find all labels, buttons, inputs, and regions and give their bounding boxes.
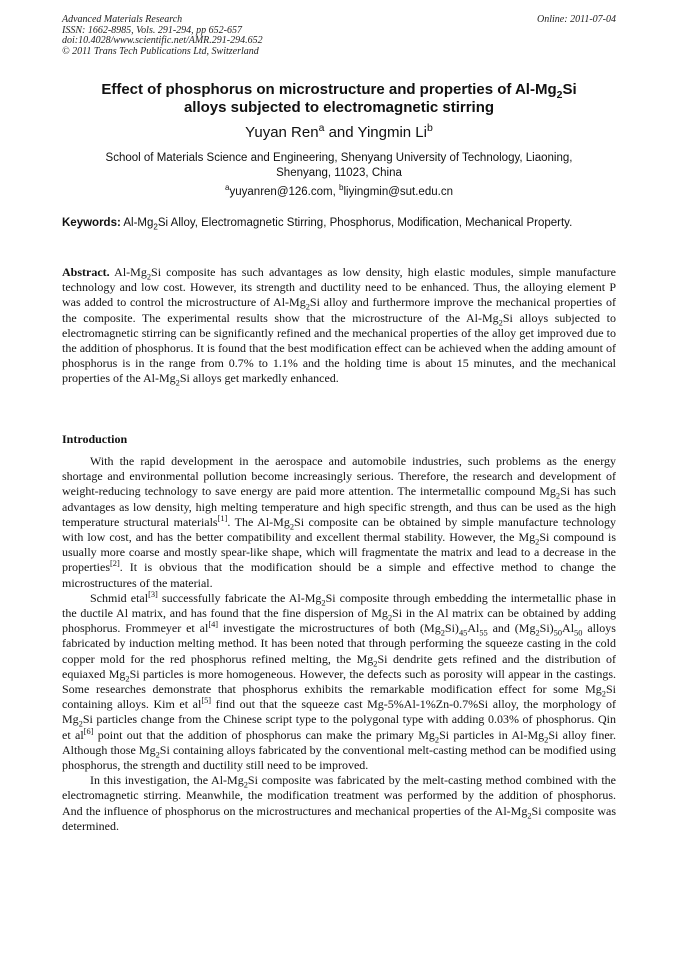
doi-line: doi:10.4028/www.scientific.net/AMR.291-294.652 xyxy=(62,35,263,46)
abstract: Abstract. $Al-Mg_2Si$ composite has such advantages as low density, high elastic modules, simple manufacture technology and low cost. However, its strength and ductility need to be enhanced. Thus, the alloying element P was added to control the microstructure of $Al-Mg_2Si$ alloy and furthermore improve the mechanical properties of the composite. The experimental results show that the microstructure of the $Al-Mg_2Si$ alloys subjected to electromagnetic stirring can be significantly refined and the mechanical properties of the alloy get improved due to the addition of phosphorus. It is found that the best modification effect can be achieved when the adding amount of phosphorus is in the range from 0.7% to 1.1% and the holding time is about 15 minutes, and the mechanical properties of the $Al-Mg_2Si$ alloys get markedly enhanced. xyxy=(62,265,617,388)
introduction-body xyxy=(62,454,616,834)
paragraph: With the rapid development in the aerospace and automobile industries, such problems as the energy shortage and environmental pollution become increasingly serious. Therefore, the research and development of weight-reducing technology to save energy are paid more attention. The intermetallic compound $Mg_2Si$ has such advantages as low density, high melting temperature and high specific strength, and thus can be used as the high temperature structural materials[1]. The $Al-Mg_2Si$ composite can be obtained by simple manufacture technology with low cost, and has the better compatibility and excellent thermal stability. However, the $Mg_2Si$ compound is usually more coarse and mostly spear-like shape, which will fragmentate the matrix and lead to a decrease in the properties[2]. It is obvious that the modification should be a simple and effective method to change the microstructures of the material. xyxy=(62,454,617,590)
copyright-line: © 2011 Trans Tech Publications Ltd, Switzerland xyxy=(62,45,259,57)
abstract-label: Abstract. xyxy=(62,265,110,279)
journal-name: Advanced Materials Research xyxy=(62,14,183,25)
keywords: Keywords: $Al-Mg_2Si$ Alloy, Electromagnetic Stirring, Phosphorus, Modification, Mechanical Property. xyxy=(62,217,573,232)
paragraph: In this investigation, the $Al-Mg_2Si$ composite was fabricated by the melt-casting method combined with the electromagnetic stirring. Meanwhile, the modification treatment was performed by the addition of phosphorus. And the influence of phosphorus on the microstructures and mechanical properties of the $Al-Mg_2Si$ composite was determined. xyxy=(62,773,616,833)
title-line-2: alloys subjected to electromagnetic stirring xyxy=(183,99,495,116)
email-a: yuyanren@126.com, xyxy=(229,186,339,198)
citation: [5] xyxy=(201,696,212,706)
citation: [2] xyxy=(109,559,120,569)
keywords-label: Keywords: xyxy=(62,217,121,229)
paragraph: Schmid etal[3] successfully fabricate the $Al-Mg_2Si$ composite through embedding the intermetallic phase in the ductile Al matrix, and has found that the fine dispersion of $Mg_2Si$ in the Al matrix can be obtained by adding phosphorus. Frommeyer et al[4] investigate the microstructures of both $(Mg_2Si)_{45}Al_{55}$ and $(Mg_2Si)_{50}Al_{50}$ alloys fabricated by induction melting method. It has been noted that through performing the squeeze casting in the cold copper mold for the red phosphorus refined melting, the $Mg_2Si$ dendrite gets refined and the distribution of equiaxed $Mg_2Si$ particles is more homogeneous. However, the defects such as porosity will appear in the castings. Some researches demonstrate that phosphorus exhibits the remarkable modification effect for some $Mg_2Si$ containing alloys. Kim et al[5] find out that the squeeze cast Mg-5%Al-1%Zn-0.7%Si alloy, the morphology of $Mg_2Si$ particles change from the Chinese script type to the polygonal type with adding 0.03% of phosphorus. Qin et al[6] point out that the addition of phosphorus can make the primary $Mg_2Si$ particles in $Al-Mg_2Si$ alloy finer. Although those $Mg_2Si$ containing alloys fabricated by the conventional melt-casting method can be modified using phosphorus, the strength and ductility still need to be improved. xyxy=(62,589,617,773)
author-1: Yuyan Ren xyxy=(245,124,319,141)
author-2: Yingmin Li xyxy=(357,124,427,141)
author-list: Yuyan Ren$^a$ and Yingmin Li$^b$ xyxy=(245,122,433,141)
section-heading-introduction: Introduction xyxy=(62,432,128,446)
citation: [4] xyxy=(208,620,219,630)
title-line-1: Effect of phosphorus on microstructure and properties of $Al-Mg_2Si$ xyxy=(101,81,577,101)
citation: [6] xyxy=(83,726,94,736)
author-emails: $^a$yuyanren@126.com, $^b$liyingmin@sut.edu.cn xyxy=(225,183,453,198)
online-date: Online: 2011-07-04 xyxy=(537,14,616,25)
citation: [1] xyxy=(217,513,228,523)
affiliation: School of Materials Science and Engineering, Shenyang University of Technology, Liaoning, Shenyang, 11023, China xyxy=(105,152,573,179)
journal-header xyxy=(62,15,616,57)
citation: [3] xyxy=(148,589,158,599)
issn-line: ISSN: 1662-8985, Vols. 291-294, pp 652-657 xyxy=(62,24,242,36)
paper-title xyxy=(62,81,616,117)
email-b: liyingmin@sut.edu.cn xyxy=(343,186,453,198)
